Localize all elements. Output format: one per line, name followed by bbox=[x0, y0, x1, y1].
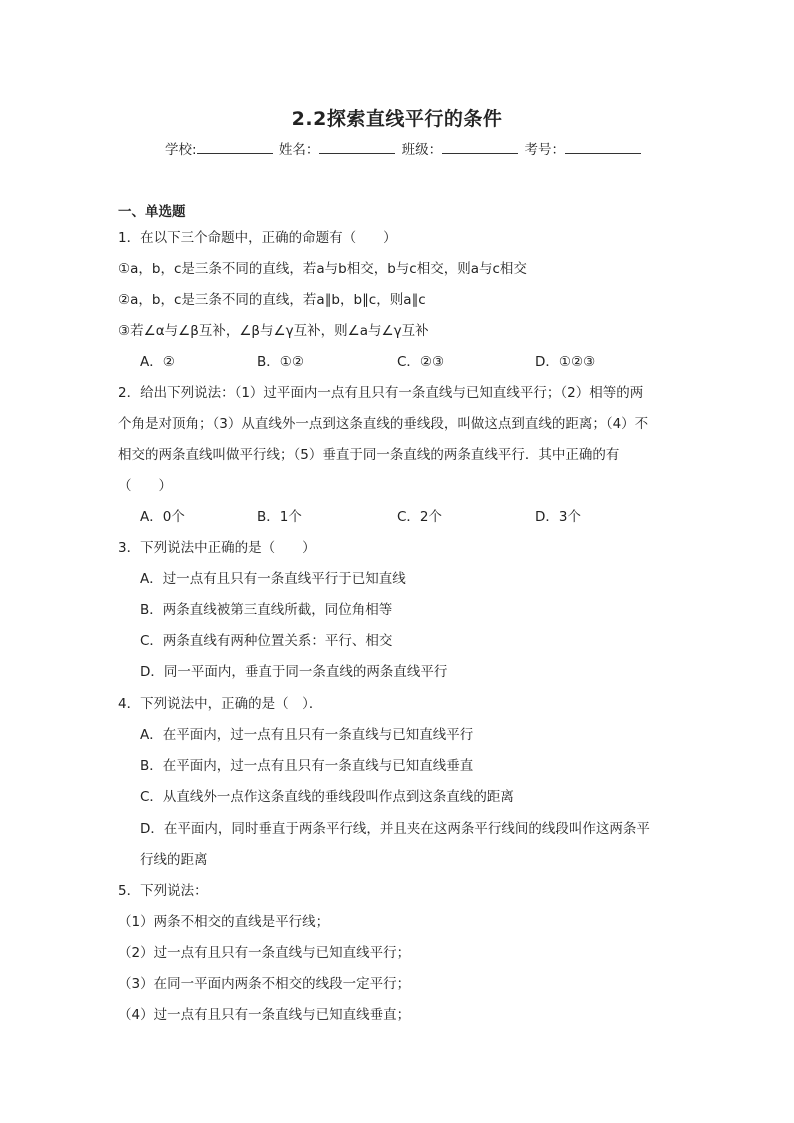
q3-option-d[interactable]: D．同一平面内，垂直于同一条直线的两条直线平行 bbox=[140, 664, 448, 680]
name-label: 姓名： bbox=[278, 142, 320, 158]
q1-stem: 1．在以下三个命题中，正确的命题有（ ） bbox=[118, 230, 397, 246]
q4-option-a[interactable]: A．在平面内，过一点有且只有一条直线与已知直线平行 bbox=[140, 727, 474, 743]
q3-option-c[interactable]: C．两条直线有两种位置关系：平行、相交 bbox=[140, 633, 393, 649]
class-label: 班级： bbox=[401, 142, 443, 158]
q1-statement-1: ①a，b，c是三条不同的直线，若a与b相交，b与c相交，则a与c相交 bbox=[118, 261, 527, 277]
q1-option-d[interactable]: D．①②③ bbox=[535, 354, 596, 370]
number-blank[interactable] bbox=[565, 141, 641, 154]
q2-option-b[interactable]: B．1个 bbox=[257, 509, 302, 525]
q3-option-b[interactable]: B．两条直线被第三直线所截，同位角相等 bbox=[140, 602, 393, 618]
q4-option-d-continued: 行线的距离 bbox=[140, 852, 208, 868]
q3-stem: 3．下列说法中正确的是（ ） bbox=[118, 540, 316, 556]
section-heading: 一、单选题 bbox=[118, 204, 186, 220]
school-blank[interactable] bbox=[197, 141, 273, 154]
q2-text-line-1: 2．给出下列说法：（1）过平面内一点有且只有一条直线与已知直线平行；（2）相等的两 bbox=[118, 385, 644, 401]
class-blank[interactable] bbox=[442, 141, 518, 154]
q4-option-d[interactable]: D．在平面内，同时垂直于两条平行线，并且夹在这两条平行线间的线段叫作这两条平 bbox=[140, 821, 650, 837]
name-blank[interactable] bbox=[319, 141, 395, 154]
school-label: 学校: bbox=[165, 142, 197, 158]
q3-option-a[interactable]: A．过一点有且只有一条直线平行于已知直线 bbox=[140, 571, 406, 587]
q1-statement-3: ③若∠α与∠β互补，∠β与∠γ互补，则∠a与∠γ互补 bbox=[118, 323, 429, 339]
q4-stem: 4．下列说法中，正确的是（ ）． bbox=[118, 696, 323, 712]
q2-option-a[interactable]: A．0个 bbox=[140, 509, 185, 525]
page-title: 2.2探索直线平行的条件 bbox=[291, 108, 503, 130]
q2-option-d[interactable]: D．3个 bbox=[535, 509, 581, 525]
q1-option-b[interactable]: B．①② bbox=[257, 354, 304, 370]
q1-statement-2: ②a，b，c是三条不同的直线，若a∥b，b∥c，则a∥c bbox=[118, 292, 426, 308]
q1-option-a[interactable]: A．② bbox=[140, 354, 175, 370]
number-label: 考号： bbox=[524, 142, 565, 158]
q2-option-c[interactable]: C．2个 bbox=[397, 509, 443, 525]
q5-stem: 5．下列说法： bbox=[118, 883, 208, 899]
q1-option-c[interactable]: C．②③ bbox=[397, 354, 445, 370]
q4-option-c[interactable]: C．从直线外一点作这条直线的垂线段叫作点到这条直线的距离 bbox=[140, 789, 514, 805]
q5-statement-3: （3）在同一平面内两条不相交的线段一定平行； bbox=[118, 976, 411, 992]
q5-statement-1: （1）两条不相交的直线是平行线； bbox=[118, 914, 330, 930]
q4-option-b[interactable]: B．在平面内，过一点有且只有一条直线与已知直线垂直 bbox=[140, 758, 474, 774]
q2-text-line-2: 个角是对顶角；（3）从直线外一点到这条直线的垂线段，叫做这点到直线的距离；（4）不 bbox=[118, 416, 649, 432]
q5-statement-2: （2）过一点有且只有一条直线与已知直线平行； bbox=[118, 945, 411, 961]
q5-statement-4: （4）过一点有且只有一条直线与已知直线垂直； bbox=[118, 1007, 411, 1023]
q2-text-line-3: 相交的两条直线叫做平行线；（5）垂直于同一条直线的两条直线平行．其中正确的有 bbox=[118, 447, 620, 463]
q2-text-line-4: （ ） bbox=[118, 478, 172, 494]
student-info-line bbox=[165, 138, 643, 158]
